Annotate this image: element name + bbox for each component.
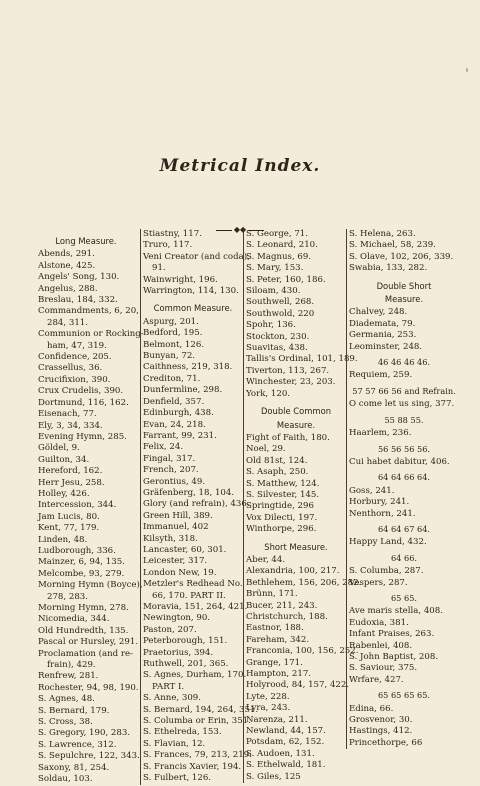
index-entry: Requiem, 259. bbox=[349, 370, 413, 381]
index-entry: Saxony, 81, 254. bbox=[38, 762, 110, 773]
index-entry: Melcombe, 93, 279. bbox=[38, 568, 125, 579]
index-entry: Siloam, 430. bbox=[246, 286, 301, 297]
index-entry: Kilsyth, 318. bbox=[143, 533, 198, 544]
index-entry: S. Ethelreda, 153. bbox=[143, 727, 222, 738]
index-entry: Glory (and refrain), 436. bbox=[143, 499, 250, 510]
index-entry: Aspurg, 201. bbox=[143, 316, 199, 327]
index-entry: Linden, 48. bbox=[38, 534, 88, 545]
index-entry: Evening Hymn, 285. bbox=[38, 431, 127, 442]
index-entry: S. Michael, 58, 239. bbox=[349, 240, 436, 251]
meter-heading: 55 88 55. bbox=[384, 414, 424, 425]
index-entry: 66, 170. PART II. bbox=[152, 590, 226, 601]
index-entry: S. Bernard, 194, 264, 351. bbox=[143, 704, 259, 715]
index-entry: Edina, 66. bbox=[349, 703, 394, 714]
index-entry: frain), 429. bbox=[47, 660, 96, 671]
index-entry: Newington, 90. bbox=[143, 613, 211, 624]
index-entry: S. Sepulchre, 122, 343. bbox=[38, 751, 140, 762]
index-entry: Green Hill, 389. bbox=[143, 510, 213, 521]
index-entry: PART I. bbox=[152, 681, 185, 692]
index-entry: Crediton, 71. bbox=[143, 373, 201, 384]
meter-heading: 57 57 66 56 and Refrain. bbox=[352, 385, 456, 396]
index-entry: Commandments, 6, 20, bbox=[38, 306, 139, 317]
index-entry: Rabenlei, 408. bbox=[349, 640, 413, 651]
index-entry: Alexandria, 100, 217. bbox=[246, 566, 340, 577]
index-entry: Princethorpe, 66 bbox=[349, 737, 423, 748]
index-entry: S. Gregory, 190, 283. bbox=[38, 728, 131, 739]
meter-heading: 64 64 66 64. bbox=[377, 472, 431, 483]
index-entry: Guilton, 34. bbox=[38, 454, 90, 465]
index-entry: S. Saviour, 375. bbox=[349, 663, 418, 674]
index-entry: Wrfare, 427. bbox=[349, 674, 404, 685]
index-entry: Dunfermline, 298. bbox=[143, 385, 223, 396]
index-entry: S. Giles, 125 bbox=[246, 771, 301, 782]
index-entry: Lancaster, 60, 301. bbox=[143, 544, 227, 555]
index-entry: Farrant, 99, 231. bbox=[143, 430, 217, 441]
index-entry: S. Francis Xavier, 194. bbox=[143, 761, 242, 772]
index-entry: Eisenach, 77. bbox=[38, 409, 97, 420]
index-entry: Newland, 44, 157. bbox=[246, 726, 326, 737]
index-entry: Old 81st, 124. bbox=[246, 455, 308, 466]
index-entry: Paston, 207. bbox=[143, 624, 197, 635]
index-entry: Suavitas, 438. bbox=[246, 343, 308, 354]
index-entry: Vox Dilecti, 197. bbox=[246, 512, 318, 523]
index-entry: S. Leonard, 210. bbox=[246, 240, 318, 251]
index-entry: Ruthwell, 201, 365. bbox=[143, 659, 229, 670]
index-entry: Grange, 171. bbox=[246, 657, 303, 668]
index-entry: York, 120. bbox=[246, 388, 291, 399]
index-entry: Fareham, 342. bbox=[246, 634, 310, 645]
index-entry: Bedford, 195. bbox=[143, 328, 203, 339]
index-entry: S. Silvester, 145. bbox=[246, 489, 320, 500]
index-column-1 bbox=[38, 229, 144, 786]
meter-heading: 46 46 46 46. bbox=[377, 357, 431, 368]
index-entry: Eudoxia, 381. bbox=[349, 617, 409, 628]
index-entry: Fight of Faith, 180. bbox=[246, 432, 330, 443]
index-entry: Wainwright, 196. bbox=[143, 274, 218, 285]
index-column-2 bbox=[140, 229, 259, 785]
index-entry: Dortmund, 116, 162. bbox=[38, 397, 129, 408]
index-entry: Winthorpe, 296. bbox=[246, 524, 317, 535]
index-entry: S. Ethelwald, 181. bbox=[246, 760, 326, 771]
index-entry: S. Helena, 263. bbox=[349, 229, 416, 239]
page-title: Metrical Index. bbox=[159, 156, 321, 176]
index-entry: Stiastny, 117. bbox=[143, 229, 202, 239]
index-entry: Tallis's Ordinal, 101, 189. bbox=[246, 354, 358, 365]
index-entry: Southwell, 268. bbox=[246, 297, 315, 308]
index-entry: Edinburgh, 438. bbox=[143, 408, 214, 419]
index-entry: Kent, 77, 179. bbox=[38, 523, 100, 534]
index-entry: S. Bernard, 179. bbox=[38, 705, 110, 716]
measure-heading: Double Short bbox=[376, 280, 432, 291]
index-entry: Evan, 24, 218. bbox=[143, 419, 206, 430]
index-entry: Holley, 426. bbox=[38, 488, 90, 499]
index-entry: S. Agnes, 48. bbox=[38, 694, 95, 705]
index-entry: ham, 47, 319. bbox=[47, 340, 107, 351]
index-entry: Lyra, 243. bbox=[246, 703, 291, 714]
measure-heading: Common Measure. bbox=[153, 303, 233, 314]
index-entry: Moravia, 151, 264, 421. bbox=[143, 602, 248, 612]
index-entry: S. Columba, 287. bbox=[349, 566, 424, 577]
index-entry: Angels' Song, 130. bbox=[38, 272, 120, 283]
measure-heading: Double Common bbox=[260, 406, 332, 417]
measure-heading: Long Measure. bbox=[55, 236, 117, 246]
index-entry: Spohr, 136. bbox=[246, 320, 296, 331]
index-entry: S. Fulbert, 126. bbox=[143, 773, 212, 784]
index-entry: Lyte, 228. bbox=[246, 691, 290, 702]
index-entry: S. Mary, 153. bbox=[246, 263, 304, 274]
index-entry: Metzler's Redhead No. bbox=[143, 579, 243, 590]
index-entry: Breslau, 184, 332. bbox=[38, 295, 118, 306]
index-entry: Caithness, 219, 318. bbox=[143, 362, 233, 373]
index-entry: Crux Crudelis, 390. bbox=[38, 386, 124, 397]
index-entry: London New, 19. bbox=[143, 567, 217, 578]
index-entry: Springtide, 296 bbox=[246, 501, 314, 512]
index-entry: S. Flavian, 12. bbox=[143, 738, 206, 749]
index-entry: Hastings, 412. bbox=[349, 726, 413, 737]
index-entry: Christchurch, 188. bbox=[246, 612, 328, 622]
index-entry: Nenthorn, 241. bbox=[349, 508, 416, 519]
index-entry: Chalvey, 248. bbox=[349, 307, 408, 318]
index-entry: Intercession, 344. bbox=[38, 500, 117, 511]
meter-heading: 65 65. bbox=[390, 592, 418, 603]
index-entry: Narenza, 211. bbox=[246, 714, 308, 725]
index-entry: S. Magnus, 69. bbox=[246, 251, 312, 262]
index-entry: Nicomedia, 344. bbox=[38, 614, 110, 625]
index-entry: Veni Creator (and coda), bbox=[143, 251, 250, 262]
index-entry: Happy Land, 432. bbox=[349, 537, 427, 548]
index-entry: S. Frances, 79, 213, 219. bbox=[143, 750, 252, 761]
index-entry: S. Cross, 38. bbox=[38, 717, 93, 728]
index-entry: Ave maris stella, 408. bbox=[349, 606, 443, 617]
index-entry: Cui habet dabitur, 406. bbox=[349, 456, 450, 467]
index-column-3 bbox=[243, 229, 362, 783]
index-entry: Noel, 29. bbox=[246, 444, 286, 455]
index-entry: Morning Hymn, 278. bbox=[38, 603, 129, 613]
index-entry: French, 207. bbox=[143, 465, 199, 476]
index-entry: S. Olave, 102, 206, 339. bbox=[349, 251, 454, 262]
index-entry: Goss, 241. bbox=[349, 485, 395, 496]
index-column-4 bbox=[346, 229, 459, 749]
index-entry: S. Audoen, 131. bbox=[246, 748, 315, 759]
index-entry: Denfield, 357. bbox=[143, 396, 205, 407]
index-entry: Aber, 44. bbox=[246, 554, 286, 565]
index-entry: Herr Jesu, 258. bbox=[38, 477, 105, 488]
index-entry: Germania, 253. bbox=[349, 330, 417, 341]
measure-heading: Short Measure. bbox=[264, 541, 328, 552]
index-entry: Ludborough, 336. bbox=[38, 545, 116, 556]
index-entry: S. Columba or Erin, 351. bbox=[143, 716, 251, 727]
index-entry: S. Matthew, 124. bbox=[246, 478, 320, 489]
index-entry: Diademata, 79. bbox=[349, 318, 416, 329]
index-entry: S. John Baptist, 208. bbox=[349, 652, 439, 662]
index-entry: Tiverton, 113, 267. bbox=[246, 365, 330, 376]
index-entry: Winchester, 23, 203. bbox=[246, 377, 336, 388]
index-entry: Haarlem, 236. bbox=[349, 428, 412, 439]
index-entry: Leicester, 317. bbox=[143, 556, 208, 567]
index-entry: S. Anne, 309. bbox=[143, 693, 202, 704]
index-entry: Grosvenor, 30. bbox=[349, 715, 413, 726]
meter-heading: 64 66. bbox=[390, 552, 418, 563]
index-entry: Proclamation (and re- bbox=[38, 648, 134, 659]
index-entry: Truro, 117. bbox=[143, 240, 193, 251]
index-entry: Hereford, 162. bbox=[38, 466, 103, 477]
index-entry: Gräfenberg, 18, 104. bbox=[143, 487, 235, 498]
index-entry: S. Agnes, Durham, 170. bbox=[143, 670, 247, 681]
index-entry: Renfrew, 281. bbox=[38, 671, 99, 682]
index-entry: Hampton, 217. bbox=[246, 669, 312, 680]
title-ornament: ◆◆ bbox=[0, 226, 480, 234]
index-entry: Holyrood, 84, 157, 422. bbox=[246, 680, 350, 691]
meter-heading: 65 65 65 65. bbox=[377, 690, 431, 701]
index-entry: Immanuel, 402 bbox=[143, 522, 209, 533]
index-entry: Potsdam, 62, 152. bbox=[246, 737, 325, 748]
meter-heading: 56 56 56 56. bbox=[377, 443, 431, 454]
index-entry: Fingal, 317. bbox=[143, 453, 196, 464]
index-entry: S. Peter, 160, 186. bbox=[246, 274, 326, 285]
index-entry: Infant Praises, 263. bbox=[349, 629, 435, 640]
index-entry: Pascal or Hursley, 291. bbox=[38, 637, 139, 648]
index-entry: 284, 311. bbox=[47, 317, 89, 328]
index-entry: Warrington, 114, 130. bbox=[143, 286, 239, 297]
index-entry: Peterborough, 151. bbox=[143, 636, 228, 647]
index-entry: Horbury, 241. bbox=[349, 497, 410, 508]
index-entry: 91. bbox=[152, 263, 166, 274]
index-entry: Ely, 3, 34, 334. bbox=[38, 420, 103, 431]
index-entry: Gerontius, 49. bbox=[143, 476, 206, 487]
index-entry: Stockton, 230. bbox=[246, 331, 310, 342]
index-entry: Confidence, 205. bbox=[38, 352, 112, 363]
index-entry: Bucer, 211, 243. bbox=[246, 600, 318, 611]
index-entry: Jam Lucis, 80. bbox=[38, 511, 100, 522]
index-entry: Vespers, 287. bbox=[349, 577, 408, 588]
meter-heading: 64 64 67 64. bbox=[377, 523, 431, 534]
index-entry: Abends, 291. bbox=[38, 249, 95, 260]
index-entry: 278, 283. bbox=[47, 591, 89, 602]
index-entry: Communion or Rocking- bbox=[38, 329, 144, 340]
index-entry: Praetorius, 394. bbox=[143, 647, 214, 658]
index-entry: Göldel, 9. bbox=[38, 443, 80, 454]
index-entry: Alstone, 425. bbox=[38, 260, 96, 271]
index-entry: S. George, 71. bbox=[246, 229, 308, 239]
index-entry: Belmont, 126. bbox=[143, 339, 205, 350]
paper-speck bbox=[466, 68, 468, 72]
index-entry: Morning Hymn (Boyce), bbox=[38, 580, 143, 591]
index-entry: Crassellus, 36. bbox=[38, 363, 103, 374]
index-entry: Angelus, 288. bbox=[38, 283, 98, 294]
index-entry: Swabia, 133, 282. bbox=[349, 263, 428, 274]
index-entry: S. Lawrence, 312. bbox=[38, 739, 117, 750]
index-entry: Southwold, 220 bbox=[246, 308, 315, 319]
index-entry: Bunyan, 72. bbox=[143, 351, 196, 362]
index-entry: S. Asaph, 250. bbox=[246, 467, 309, 478]
index-entry: Bethlehem, 156, 206, 282. bbox=[246, 577, 362, 588]
index-entry: Brünn, 171. bbox=[246, 589, 298, 600]
measure-heading: Measure. bbox=[276, 419, 316, 430]
index-entry: Crucifixion, 390. bbox=[38, 374, 111, 385]
index-entry: Felix, 24. bbox=[143, 442, 184, 453]
index-entry: Mainzer, 6, 94, 135. bbox=[38, 557, 125, 568]
index-entry: O come let us sing, 377. bbox=[349, 399, 455, 410]
index-entry: Eastnor, 188. bbox=[246, 623, 304, 634]
index-entry: Rochester, 94, 98, 190. bbox=[38, 682, 139, 693]
measure-heading: Measure. bbox=[384, 294, 424, 305]
index-entry: Soldau, 103. bbox=[38, 774, 93, 785]
index-entry: Leominster, 248. bbox=[349, 341, 423, 352]
index-entry: Franconia, 100, 156, 252. bbox=[246, 646, 359, 657]
index-entry: Old Hundredth, 135. bbox=[38, 625, 129, 636]
